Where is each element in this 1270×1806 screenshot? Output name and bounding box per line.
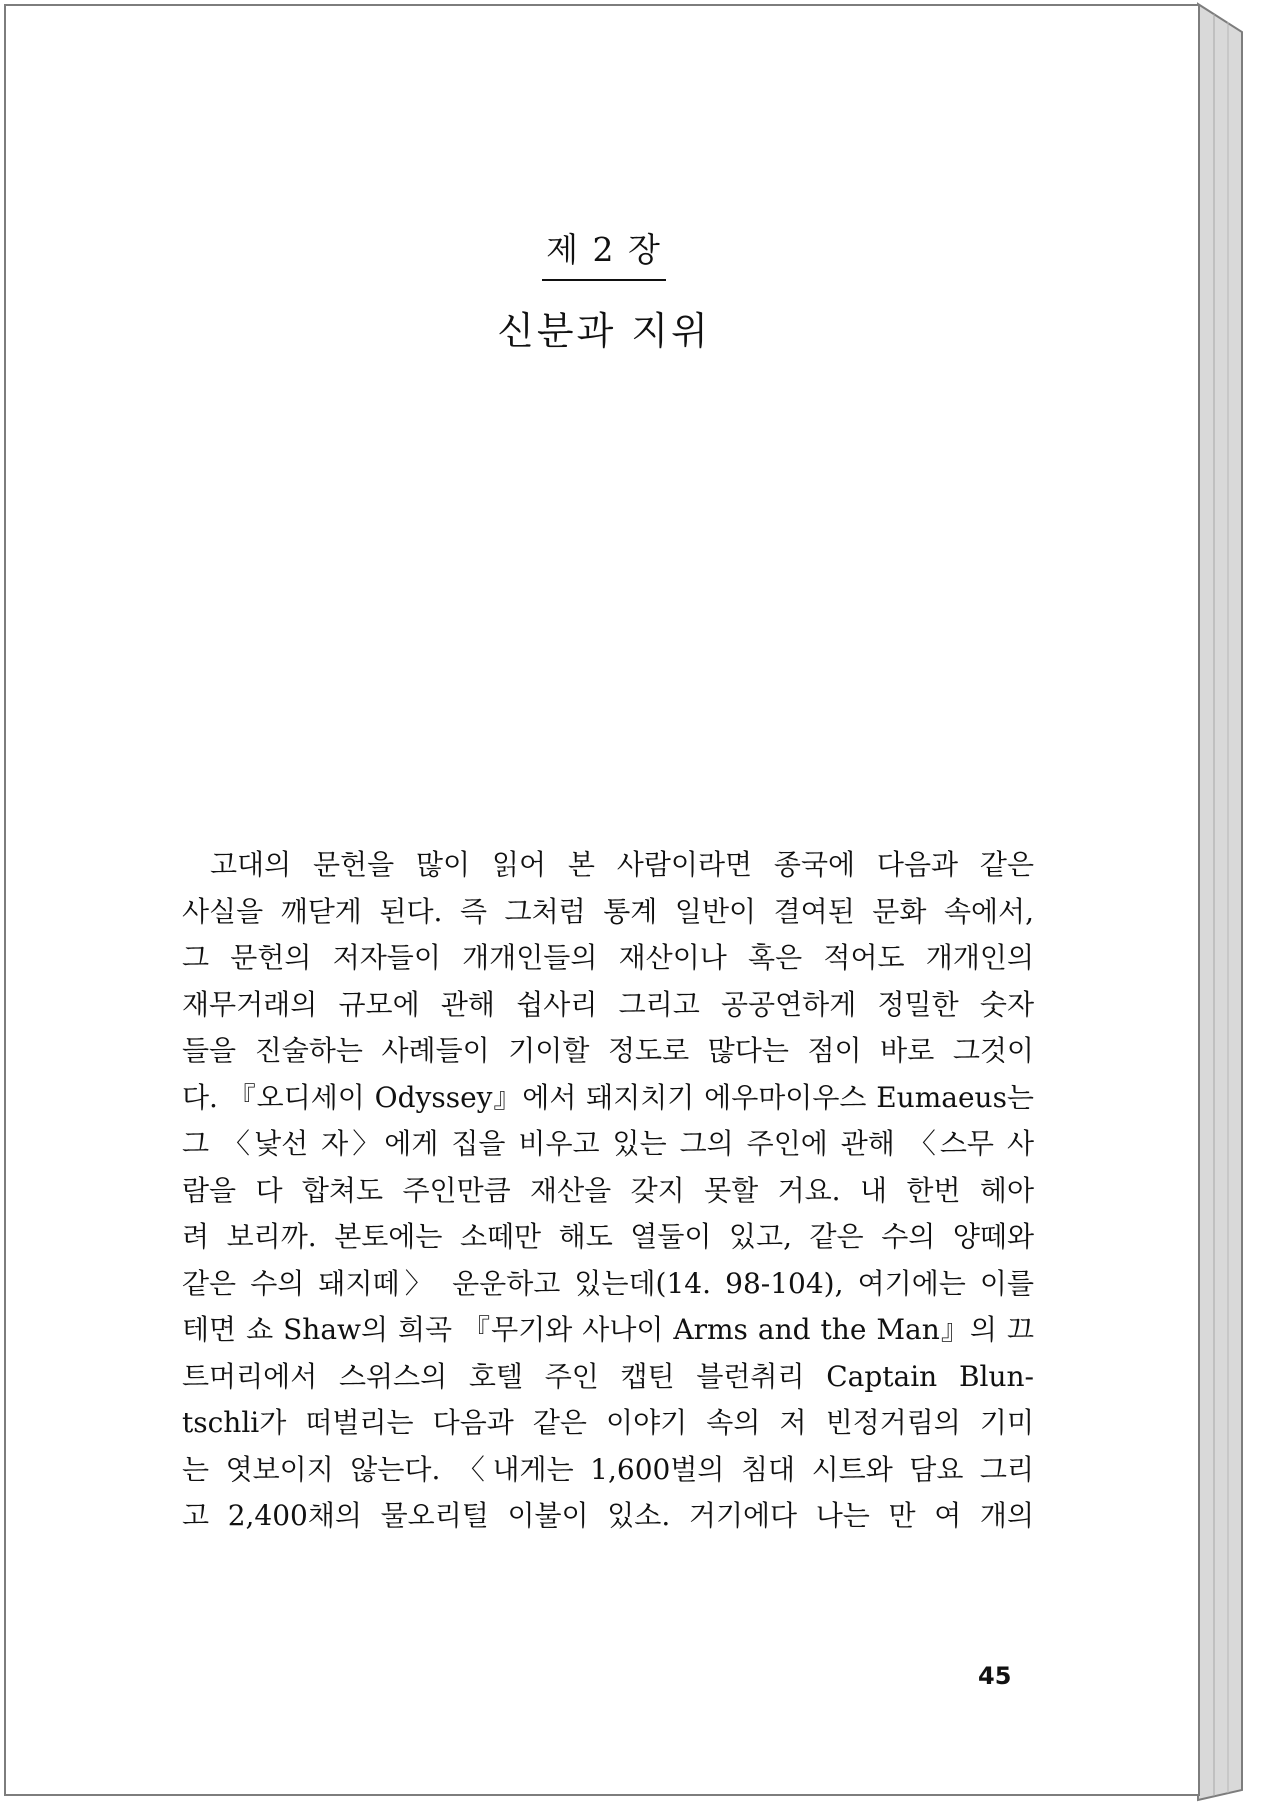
text-line-7: 그 〈낯선 자〉에게 집을 비우고 있는 그의 주인에 관해 〈스무 사 xyxy=(182,1127,1034,1160)
text-line-4: 재무거래의 규모에 관해 쉽사리 그리고 공공연하게 정밀한 숫자 xyxy=(182,987,1034,1021)
chapter-title: 신분과 지위 xyxy=(497,309,711,353)
text-line-11: 테면 쇼 Shaw의 희곡 『무기와 사나이 Arms and the Man』의 끄 xyxy=(182,1313,1034,1346)
text-line-2: 사실을 깨닫게 된다. 즉 그처럼 통계 일반이 결여된 문화 속에서, xyxy=(182,894,1034,928)
text-line-12: 트머리에서 스위스의 호텔 주인 캡틴 블런취리 Captain Blun- xyxy=(182,1359,1035,1393)
body-paragraph xyxy=(182,842,1034,1540)
text-line-8: 람을 다 합쳐도 주인만큼 재산을 갖지 못할 거요. 내 한번 헤아 xyxy=(182,1173,1034,1207)
text-line-6: 다. 『오디세이 Odyssey』에서 돼지치기 에우마이우스 Eumaeus는 xyxy=(182,1080,1034,1114)
text-line-9: 려 보리까. 본토에는 소떼만 해도 열둘이 있고, 같은 수의 양떼와 xyxy=(182,1220,1034,1253)
chapter-number-text: 제 2 장 xyxy=(542,224,666,281)
book-page xyxy=(4,4,1200,1796)
text-line-15: 고 2,400채의 물오리털 이불이 있소. 거기에다 나는 만 여 개의 xyxy=(182,1499,1034,1532)
text-line-13: tschli가 떠벌리는 다음과 같은 이야기 속의 저 빈정거림의 기미 xyxy=(182,1406,1034,1439)
text-line-10: 같은 수의 돼지떼〉 운운하고 있는데(14. 98-104), 여기에는 이를 xyxy=(182,1266,1034,1300)
text-line-5: 들을 진술하는 사례들이 기이할 정도로 많다는 점이 바로 그것이 xyxy=(182,1034,1034,1067)
page-number: 45 xyxy=(978,1662,1012,1690)
text-line-3: 그 문헌의 저자들이 개개인들의 재산이나 혹은 적어도 개개인의 xyxy=(182,941,1034,974)
chapter-number xyxy=(6,224,1202,281)
text-line-1: 고대의 문헌을 많이 읽어 본 사람이라면 종국에 다음과 같은 xyxy=(210,848,1034,881)
text-line-14: 는 엿보이지 않는다. 〈내게는 1,600벌의 침대 시트와 담요 그리 xyxy=(182,1452,1034,1486)
